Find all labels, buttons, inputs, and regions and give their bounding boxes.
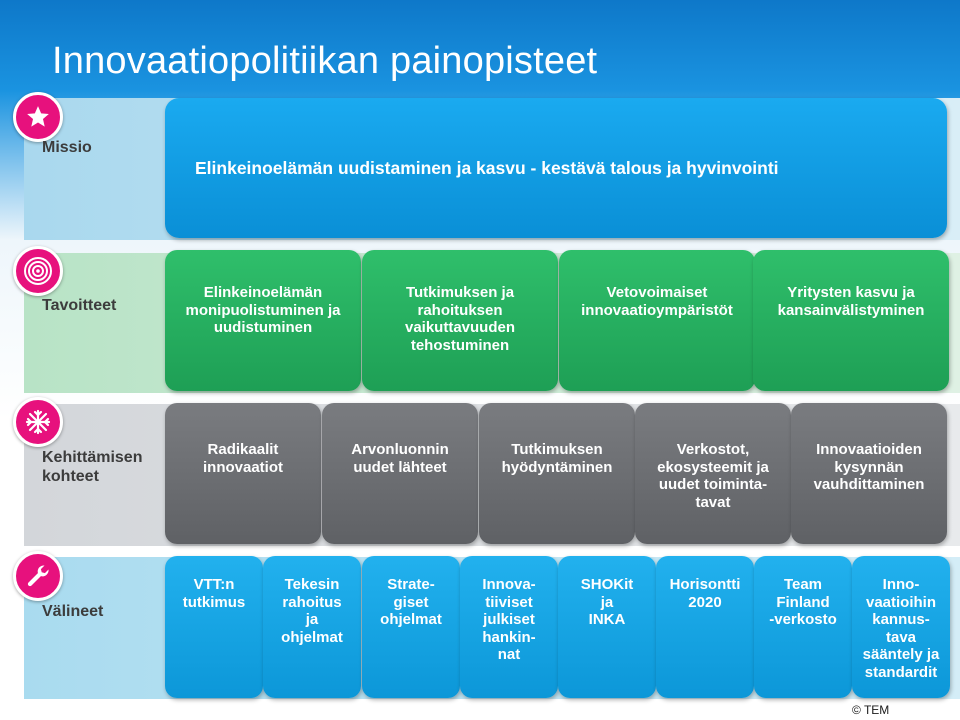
row-label-valineet: Välineet [42,603,104,620]
star-icon [13,92,63,142]
development-text: Verkostot, ekosysteemit ja uudet toiminta- tavat [657,441,769,511]
development-text: Innovaatioiden kysynnän vauhdittaminen [813,441,925,493]
tool-box [558,556,656,698]
mission-text: Elinkeinoelämän uudistaminen ja kasvu - kestävä talous ja hyvinvointi [195,158,779,178]
tool-text: Horisontti 2020 [669,576,741,611]
tool-text: SHOKit ja INKA [580,576,634,628]
page-title: Innovaatiopolitiikan painopisteet [52,40,598,82]
tool-text: Team Finland -verkosto [769,576,837,628]
goal-box [753,250,949,391]
tool-box [656,556,754,698]
development-box [791,403,947,544]
row-label-missio: Missio [42,139,92,156]
goal-box [559,250,755,391]
development-box [322,403,478,544]
wrench-icon [13,551,63,601]
goal-text: Yritysten kasvu ja kansainvälistyminen [777,284,925,319]
development-box [479,403,635,544]
goal-box [362,250,558,391]
tool-text: VTT:n tutkimus [182,576,246,611]
goal-text: Vetovoimaiset innovaatioympäristöt [581,284,733,319]
snowflake-icon [13,397,63,447]
development-text: Radikaalit innovaatiot [202,441,283,476]
development-text: Arvonluonnin uudet lähteet [351,441,449,476]
row-label-tavoitteet: Tavoitteet [42,297,117,314]
development-box [635,403,791,544]
tool-text: Strate- giset ohjelmat [380,576,442,628]
tool-text: Inno- vaatioihin kannus- tava sääntely ja standardit [862,576,940,681]
tool-box [165,556,263,698]
goal-text: Tutkimuksen ja rahoituksen vaikuttavuuden tehostuminen [404,284,516,354]
target-icon [13,246,63,296]
goal-box [165,250,361,391]
tool-text: Innova- tiiviset julkiset hankin- nat [482,576,536,663]
development-box [165,403,321,544]
mission-box [165,98,947,238]
row-label-kehittamisen-kohteet: Kehittämisen kohteet [42,449,143,485]
tool-text: Tekesin rahoitus ja ohjelmat [281,576,343,646]
tool-box [263,556,361,698]
tool-box [362,556,460,698]
tool-box [460,556,558,698]
development-text: Tutkimuksen hyödyntäminen [501,441,613,476]
copyright-credit: © TEM [852,703,890,717]
tool-box [852,556,950,698]
tool-box [754,556,852,698]
goal-text: Elinkeinoelämän monipuolistuminen ja uudistuminen [185,284,341,336]
